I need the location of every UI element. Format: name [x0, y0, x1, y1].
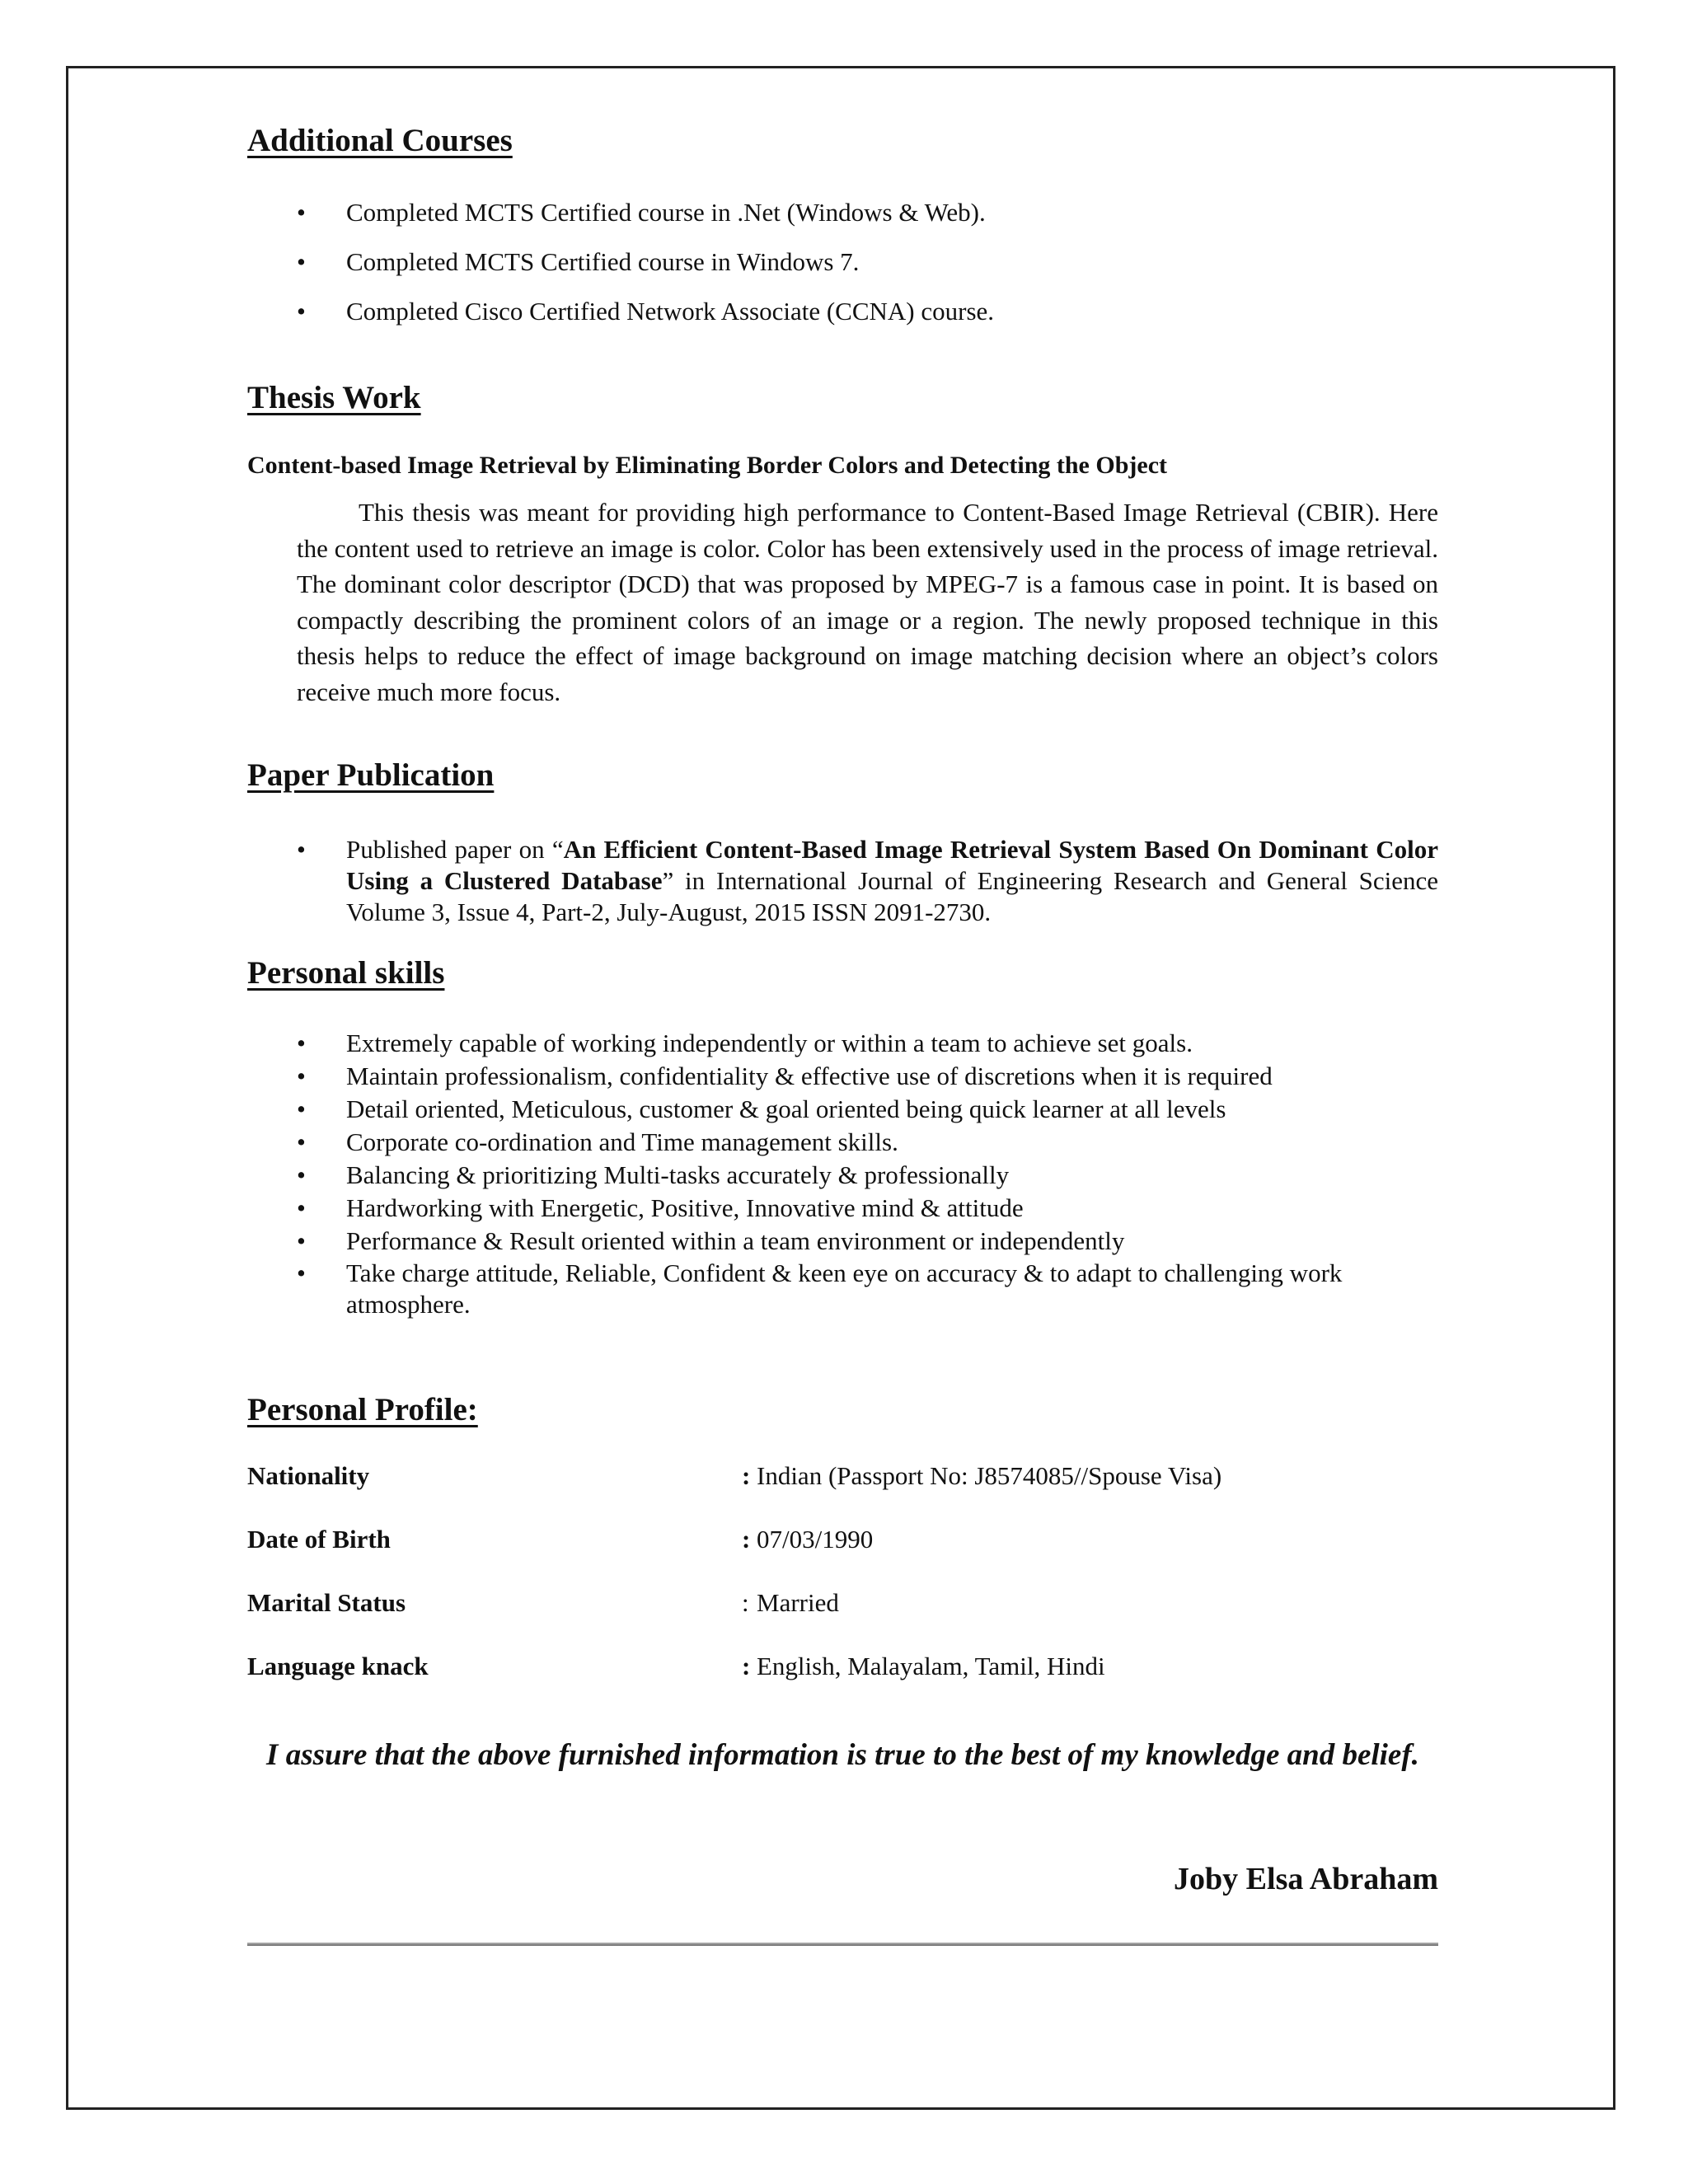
list-item: • Completed MCTS Certified course in Windows 7. — [247, 246, 1438, 295]
profile-label: Language knack — [247, 1652, 429, 1680]
publication-item — [247, 834, 1438, 928]
list-item: • Completed Cisco Certified Network Associate (CCNA) course. — [247, 295, 1438, 344]
publication-heading: Paper Publication — [247, 757, 495, 793]
additional-courses-heading: Additional Courses — [247, 123, 513, 158]
skills-heading: Personal skills — [247, 955, 445, 991]
profile-value: 07/03/1990 — [757, 1525, 874, 1554]
list-item: • Detail oriented, Meticulous, customer & goal oriented being quick learner at all levels — [247, 1093, 1438, 1126]
publication-list — [247, 834, 1438, 928]
list-item: • Extremely capable of working independently or within a team to achieve set goals. — [247, 1027, 1438, 1060]
list-item: • Hardworking with Energetic, Positive, Innovative mind & attitude — [247, 1192, 1438, 1225]
paper-title: An Efficient Content-Based Image Retrieval System Based On Dominant Color Using a Clustered Database — [346, 835, 1439, 895]
thesis-heading: Thesis Work — [247, 380, 421, 415]
thesis-title: Content-based Image Retrieval by Eliminating Border Colors and Detecting the Object — [247, 452, 1168, 479]
footer-divider — [247, 1943, 1438, 1946]
profile-value: Indian (Passport No: J8574085//Spouse Visa) — [757, 1461, 1222, 1490]
list-item: • Take charge attitude, Reliable, Confident & keen eye on accuracy & to adapt to challenging work atmosphere. — [247, 1258, 1438, 1320]
profile-colon: : — [742, 1588, 749, 1617]
list-item: • Completed MCTS Certified course in .Net (Windows & Web). — [247, 196, 1438, 246]
profile-colon: : — [742, 1461, 751, 1490]
profile-colon: : — [742, 1652, 751, 1680]
list-item: • Maintain professionalism, confidentiality & effective use of discretions when it is required — [247, 1060, 1438, 1093]
list-item: • Performance & Result oriented within a team environment or independently — [247, 1225, 1438, 1258]
signature-name: Joby Elsa Abraham — [1174, 1862, 1438, 1896]
list-item: • Corporate co-ordination and Time management skills. — [247, 1126, 1438, 1159]
profile-heading: Personal Profile: — [247, 1392, 478, 1427]
thesis-body: This thesis was meant for providing high performance to Content-Based Image Retrieval (CBIR). Here the content used to retrieve an image is color. Color has been extensively used in the process of image retrieval. The dominant color descriptor (DCD) that was proposed by MPEG-7 is a famous case in point. It is based on compactly describing the prominent colors of an image or a region. The newly proposed technique in this thesis helps to reduce the effect of image background on image matching decision where an object’s colors receive much more focus. — [297, 498, 1438, 706]
publication-details: ” in International Journal of Engineering Research and General Science Volume 3, Issue 4, Part-2, July-August, 2015 ISSN 2091-2730. — [346, 866, 1438, 926]
profile-label: Marital Status — [247, 1588, 406, 1617]
list-item: • Balancing & prioritizing Multi-tasks accurately & professionally — [247, 1159, 1438, 1192]
declaration: I assure that the above furnished information is true to the best of my knowledge and belief. — [266, 1738, 1419, 1772]
profile-label: Date of Birth — [247, 1525, 391, 1554]
publication-prefix: Published paper on “ — [346, 835, 564, 864]
profile-value: English, Malayalam, Tamil, Hindi — [757, 1652, 1105, 1680]
courses-list — [247, 196, 1438, 344]
skills-list — [247, 1027, 1438, 1320]
profile-colon: : — [742, 1525, 751, 1554]
profile-value: Married — [757, 1588, 839, 1617]
profile-label: Nationality — [247, 1461, 370, 1490]
